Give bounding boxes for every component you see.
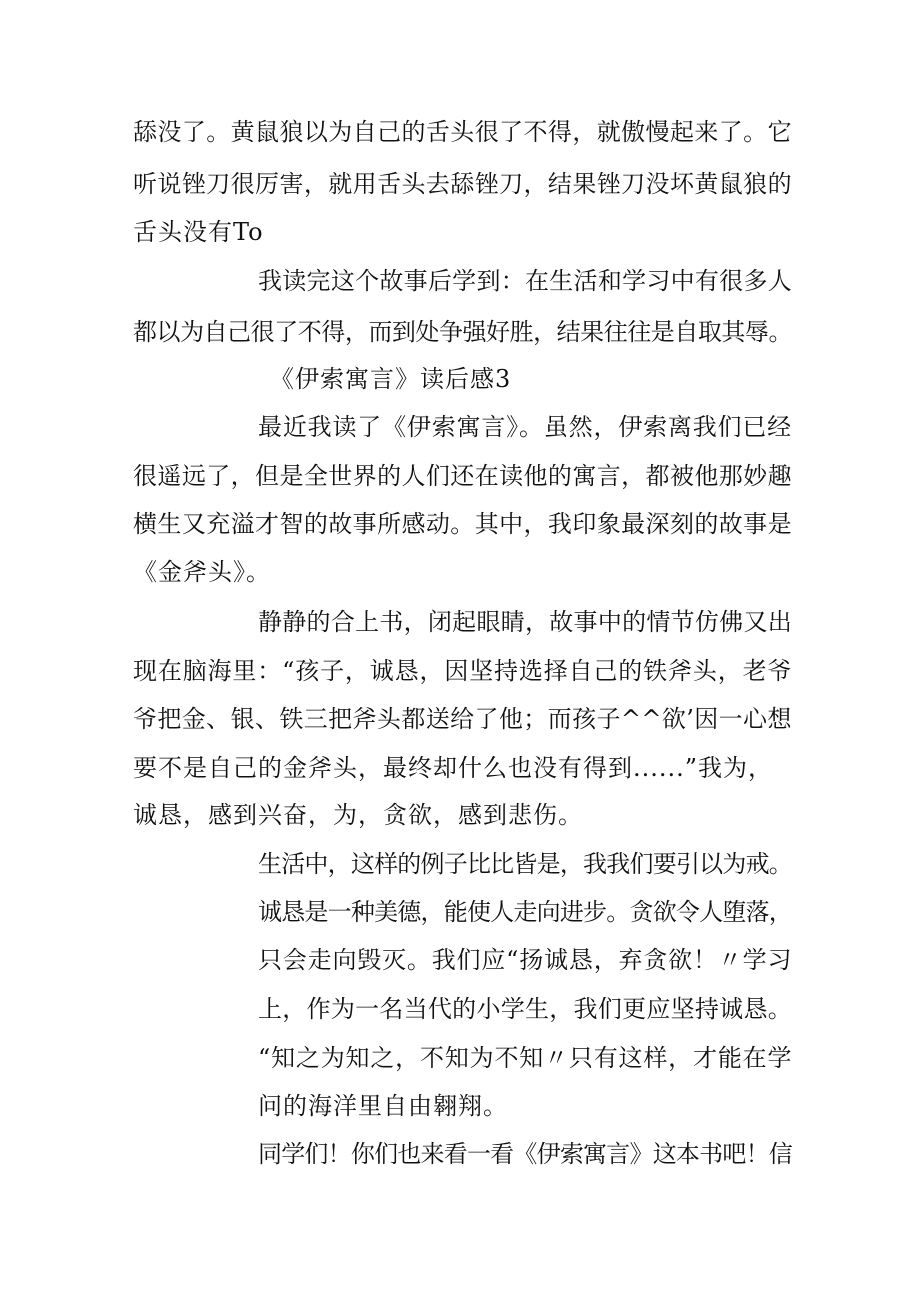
- text-line: 舔没了。黄鼠狼以为自己的舌头很了不得，就傲慢起来了。它: [133, 118, 792, 146]
- text-line: 要不是自己的金斧头，最终却什么也没有得到......”我为，: [133, 754, 774, 782]
- text-line: 上，作为一名当代的小学生，我们更应坚持诚恳。: [258, 995, 792, 1023]
- text-line: 现在脑海里：“孩子，诚恳，因坚持选择自己的铁斧头，老爷: [133, 657, 793, 685]
- text-line: 听说锉刀很厉害，就用舌头去舔锉刀，结果锉刀没坏黄鼠狼的: [133, 170, 792, 198]
- text-line: 诚恳是一种美德，能使人走向进步。贪欲令人堕落，: [258, 898, 792, 926]
- text-line: 问的海洋里自由翱翔。: [258, 1092, 508, 1120]
- text-line: 静静的合上书，闭起眼睛，故事中的情节仿佛又出: [258, 608, 792, 636]
- text-line: 只会走向毁灭。我们应“扬诚恳，弃贪欲！〃学习: [258, 946, 793, 974]
- text-line: 舌头没有To: [133, 218, 264, 246]
- text-line: 都以为自己很了不得，而到处争强好胜，结果往往是自取其辱。: [133, 318, 792, 346]
- text-line: “知之为知之，不知为不知〃只有这样，才能在学: [258, 1044, 793, 1072]
- text-line: 爷把金、银、铁三把斧头都送给了他；而孩子^^欲’因一心想: [133, 705, 792, 733]
- text-line: 诚恳，感到兴奋，为，贪欲，感到悲伤。: [133, 801, 583, 829]
- text-line: 《金斧头》。: [133, 558, 271, 586]
- section-heading: 《伊索寓言》读后感3: [270, 365, 512, 393]
- text-line: 最近我读了《伊索寓言》。虽然，伊索离我们已经: [258, 413, 792, 441]
- text-line: 横生又充溢才智的故事所感动。其中，我印象最深刻的故事是: [133, 510, 792, 538]
- text-line: 同学们！你们也来看一看《伊索寓言》这本书吧！信: [258, 1140, 792, 1168]
- text-line: 生活中，这样的例子比比皆是，我我们要引以为戒。: [258, 850, 792, 878]
- text-line: 我读完这个故事后学到：在生活和学习中有很多人: [258, 267, 792, 295]
- text-line: 很遥远了，但是全世界的人们还在读他的寓言，都被他那妙趣: [133, 462, 792, 490]
